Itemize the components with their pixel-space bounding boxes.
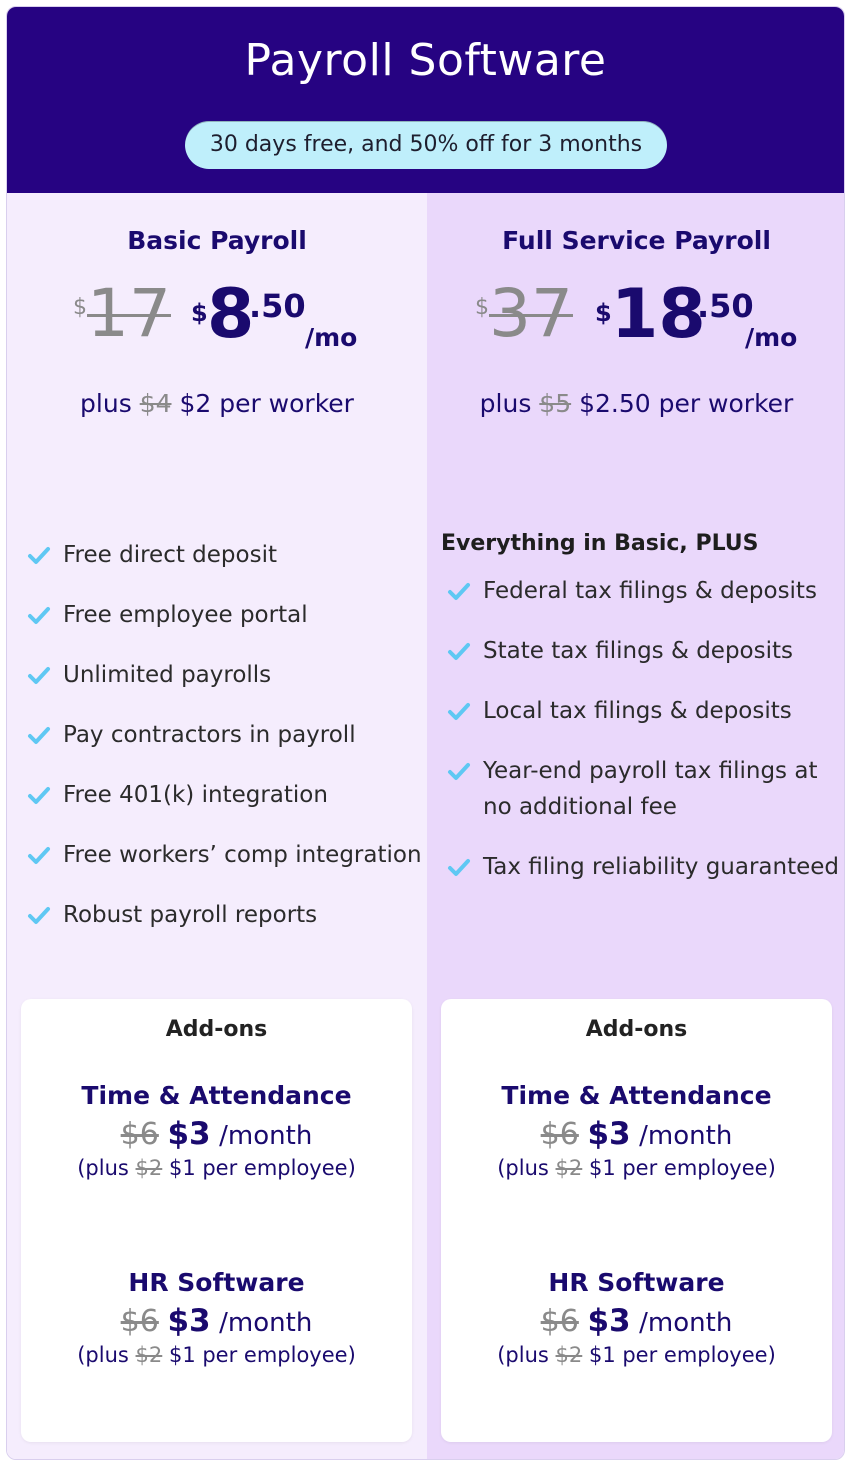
addon-old-price: $6 <box>120 1304 159 1339</box>
addon-unit: /month <box>219 1121 313 1151</box>
check-icon <box>27 603 51 627</box>
addons-title: Add-ons <box>585 1017 688 1042</box>
header <box>7 7 844 193</box>
list-item: Free workers’ comp integration <box>7 837 427 873</box>
new-price: 8 <box>207 275 255 354</box>
pricing-card <box>6 6 845 1460</box>
per-worker-price <box>7 389 427 418</box>
addon-time-attendance <box>441 1081 832 1180</box>
check-icon <box>27 903 51 927</box>
plan-name: Basic Payroll <box>127 226 307 255</box>
addon-old-price: $6 <box>540 1304 579 1339</box>
per-worker-new: $2 per worker <box>179 389 354 418</box>
check-icon <box>447 699 471 723</box>
addon-new-price: $3 <box>587 1303 631 1339</box>
check-icon <box>447 579 471 603</box>
list-item: Free direct deposit <box>7 537 427 573</box>
addon-note: (plus $2 $1 per employee) <box>77 1156 356 1180</box>
features-heading: Everything in Basic, PLUS <box>441 531 759 556</box>
addon-price <box>21 1116 412 1152</box>
old-price-currency: $ <box>475 295 489 320</box>
addon-unit: /month <box>639 1308 733 1338</box>
addon-old-price: $6 <box>540 1117 579 1152</box>
plan-name: Full Service Payroll <box>502 226 771 255</box>
list-item: Robust payroll reports <box>7 897 427 933</box>
list-item: Pay contractors in payroll <box>7 717 427 753</box>
check-icon <box>447 855 471 879</box>
addons-panel <box>441 999 832 1442</box>
per-worker-prefix: plus <box>80 389 132 418</box>
check-icon <box>27 723 51 747</box>
addon-time-attendance <box>21 1081 412 1180</box>
price-row <box>73 275 373 361</box>
addon-name: Time & Attendance <box>81 1081 352 1110</box>
addon-name: Time & Attendance <box>501 1081 772 1110</box>
addon-price <box>441 1303 832 1339</box>
check-icon <box>27 543 51 567</box>
per-worker-prefix: plus <box>479 389 532 418</box>
list-item: Free employee portal <box>7 597 427 633</box>
per-worker-old: $5 <box>539 389 572 418</box>
addon-note: (plus $2 $1 per employee) <box>497 1343 776 1367</box>
addon-new-price: $3 <box>587 1116 631 1152</box>
addons-panel <box>21 999 412 1442</box>
feature-list <box>427 573 845 885</box>
price-period: /mo <box>305 323 358 352</box>
list-item: State tax filings & deposits <box>427 633 845 669</box>
list-item: Local tax filings & deposits <box>427 693 845 729</box>
check-icon <box>447 639 471 663</box>
addon-price <box>21 1303 412 1339</box>
old-price: 17 <box>87 275 171 352</box>
addon-hr-software <box>21 1268 412 1367</box>
addon-old-price: $6 <box>120 1117 159 1152</box>
list-item: Year-end payroll tax filings at no additional fee <box>427 753 845 825</box>
old-price: 37 <box>489 275 573 352</box>
addon-unit: /month <box>219 1308 313 1338</box>
check-icon <box>447 759 471 783</box>
addon-name: HR Software <box>548 1268 725 1297</box>
per-worker-price <box>427 389 845 418</box>
page-title: Payroll Software <box>244 35 607 86</box>
feature-list <box>7 537 427 933</box>
new-price: 18 <box>611 275 706 354</box>
new-price-cents: .50 <box>249 287 306 325</box>
addons-title: Add-ons <box>165 1017 268 1042</box>
addon-note: (plus $2 $1 per employee) <box>77 1343 356 1367</box>
check-icon <box>27 843 51 867</box>
addon-price <box>441 1116 832 1152</box>
check-icon <box>27 783 51 807</box>
promo-badge: 30 days free, and 50% off for 3 months <box>185 121 667 169</box>
new-price-currency: $ <box>595 299 612 327</box>
plan-full-service <box>427 193 845 1460</box>
list-item: Tax filing reliability guaranteed <box>427 849 845 885</box>
old-price-currency: $ <box>73 295 87 320</box>
price-row <box>475 275 805 361</box>
price-period: /mo <box>745 323 798 352</box>
new-price-currency: $ <box>191 299 208 327</box>
addon-new-price: $3 <box>167 1116 211 1152</box>
addon-hr-software <box>441 1268 832 1367</box>
addon-note: (plus $2 $1 per employee) <box>497 1156 776 1180</box>
per-worker-old: $4 <box>139 389 172 418</box>
plan-basic <box>7 193 427 1460</box>
per-worker-new: $2.50 per worker <box>579 389 794 418</box>
list-item: Federal tax filings & deposits <box>427 573 845 609</box>
addon-name: HR Software <box>128 1268 305 1297</box>
check-icon <box>27 663 51 687</box>
addon-unit: /month <box>639 1121 733 1151</box>
new-price-cents: .50 <box>697 287 754 325</box>
list-item: Free 401(k) integration <box>7 777 427 813</box>
list-item: Unlimited payrolls <box>7 657 427 693</box>
addon-new-price: $3 <box>167 1303 211 1339</box>
